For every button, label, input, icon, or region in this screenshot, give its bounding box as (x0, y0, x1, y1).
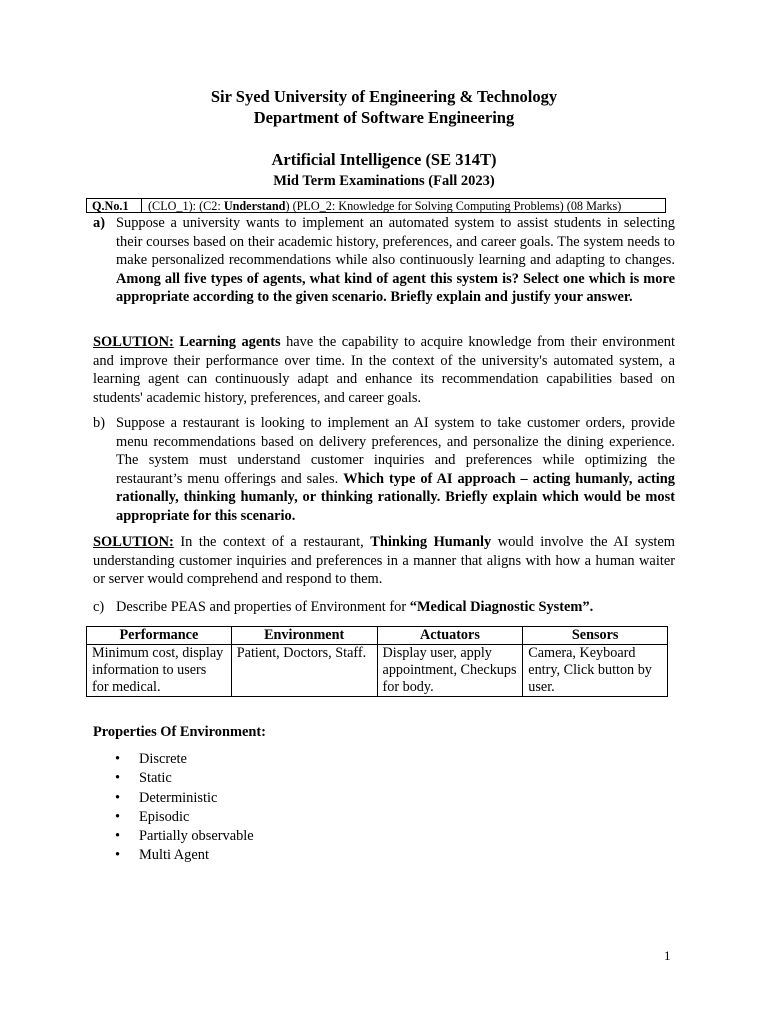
peas-header-sensors: Sensors (523, 627, 668, 645)
solution-a-bold: Learning agents (179, 334, 281, 350)
bullet-icon: • (115, 789, 121, 806)
list-item: • Episodic (115, 808, 190, 825)
question-info-prefix: (CLO_1): (C2: (148, 199, 224, 213)
peas-header-environment: Environment (231, 627, 377, 645)
solution-b-bold: Thinking Humanly (370, 534, 492, 550)
question-number: Q.No.1 (87, 199, 142, 212)
bullet-icon: • (115, 770, 121, 787)
list-item: • Discrete (115, 751, 187, 767)
solution-a (93, 333, 675, 407)
peas-cell-performance: Minimum cost, display information to users for medical. (87, 645, 232, 697)
table-row (87, 645, 668, 697)
part-b (93, 414, 675, 525)
question-info-bold: Understand (223, 199, 286, 213)
part-c-text: Describe PEAS and properties of Environment for “Medical Diagnostic System”. (116, 599, 594, 615)
solution-a-text: have the capability to acquire knowledge from their environment and improve their performance over time. In the context of the university's automated system, a learning agent can continuously adapt and enhance its recommendation capabilities based on students' academic history, preferences, and career goals. (93, 334, 675, 406)
list-item: • Multi Agent (115, 847, 209, 864)
peas-cell-actuators: Display user, apply appointment, Checkups for body. (377, 645, 523, 697)
question-info-suffix: ) (PLO_2: Knowledge for Solving Computing Problems) (08 Marks) (285, 199, 622, 213)
part-c-label: c) (93, 599, 105, 615)
part-b-text: Suppose a restaurant is looking to implement an AI system to take customer orders, provide menu recommendations based on delivery preferences, and personalize the dining experience. The system must understand customer inquiries and preferences while optimizing the restaurant’s menu offerings and sales. Which type of AI approach – acting humanly, acting rationally, thinking humanly, or thinking rationally. Briefly explain which would be most appropriate for this scenario. (116, 415, 675, 524)
department-title: Department of Software Engineering (253, 108, 515, 127)
part-a-text: Suppose a university wants to implement an automated system to assist students in selecting their courses based on their academic history, preferences, and career goals. The system needs to make personalized recommendations while also continuously learning and adapting to changes. Among all five types of agents, what kind of agent this system is? Select one which is more appropriate according to the given scenario. Briefly explain and justify your answer. (116, 215, 675, 305)
page-number: 1 (664, 948, 671, 963)
solution-b: SOLUTION: In the context of a restaurant, Thinking Humanly would involve the AI system understanding customer inquiries and preferences in a manner that aligns with how a human waiter or server would comprehend and respond to them. (93, 534, 675, 587)
bullet-icon: • (115, 808, 121, 825)
list-item: • Deterministic (115, 789, 218, 806)
part-a (93, 214, 675, 307)
peas-cell-sensors: Camera, Keyboard entry, Click button by user. (523, 645, 668, 697)
solution-b-heading: SOLUTION: (93, 534, 174, 550)
peas-table (86, 626, 668, 697)
properties-title: Properties Of Environment: (93, 724, 266, 740)
university-title: Sir Syed University of Engineering & Technology (210, 87, 558, 106)
course-title: Artificial Intelligence (SE 314T) (271, 150, 497, 169)
bullet-icon: • (115, 847, 121, 864)
question-header-bar (86, 198, 666, 213)
peas-header-actuators: Actuators (377, 627, 523, 645)
solution-a-heading: SOLUTION: (93, 334, 174, 350)
peas-header-row (87, 627, 668, 645)
exam-title: Mid Term Examinations (Fall 2023) (273, 173, 495, 189)
bullet-icon: • (115, 751, 121, 767)
part-b-label: b) (93, 415, 105, 431)
part-a-label: a) (93, 215, 105, 231)
question-info (142, 199, 621, 212)
part-c (93, 598, 675, 617)
list-item: • Partially observable (115, 828, 254, 845)
bullet-icon: • (115, 828, 121, 845)
properties-list (93, 750, 254, 866)
peas-header-performance: Performance (87, 627, 232, 645)
list-item: • Static (115, 770, 172, 787)
peas-cell-environment: Patient, Doctors, Staff. (231, 645, 377, 697)
